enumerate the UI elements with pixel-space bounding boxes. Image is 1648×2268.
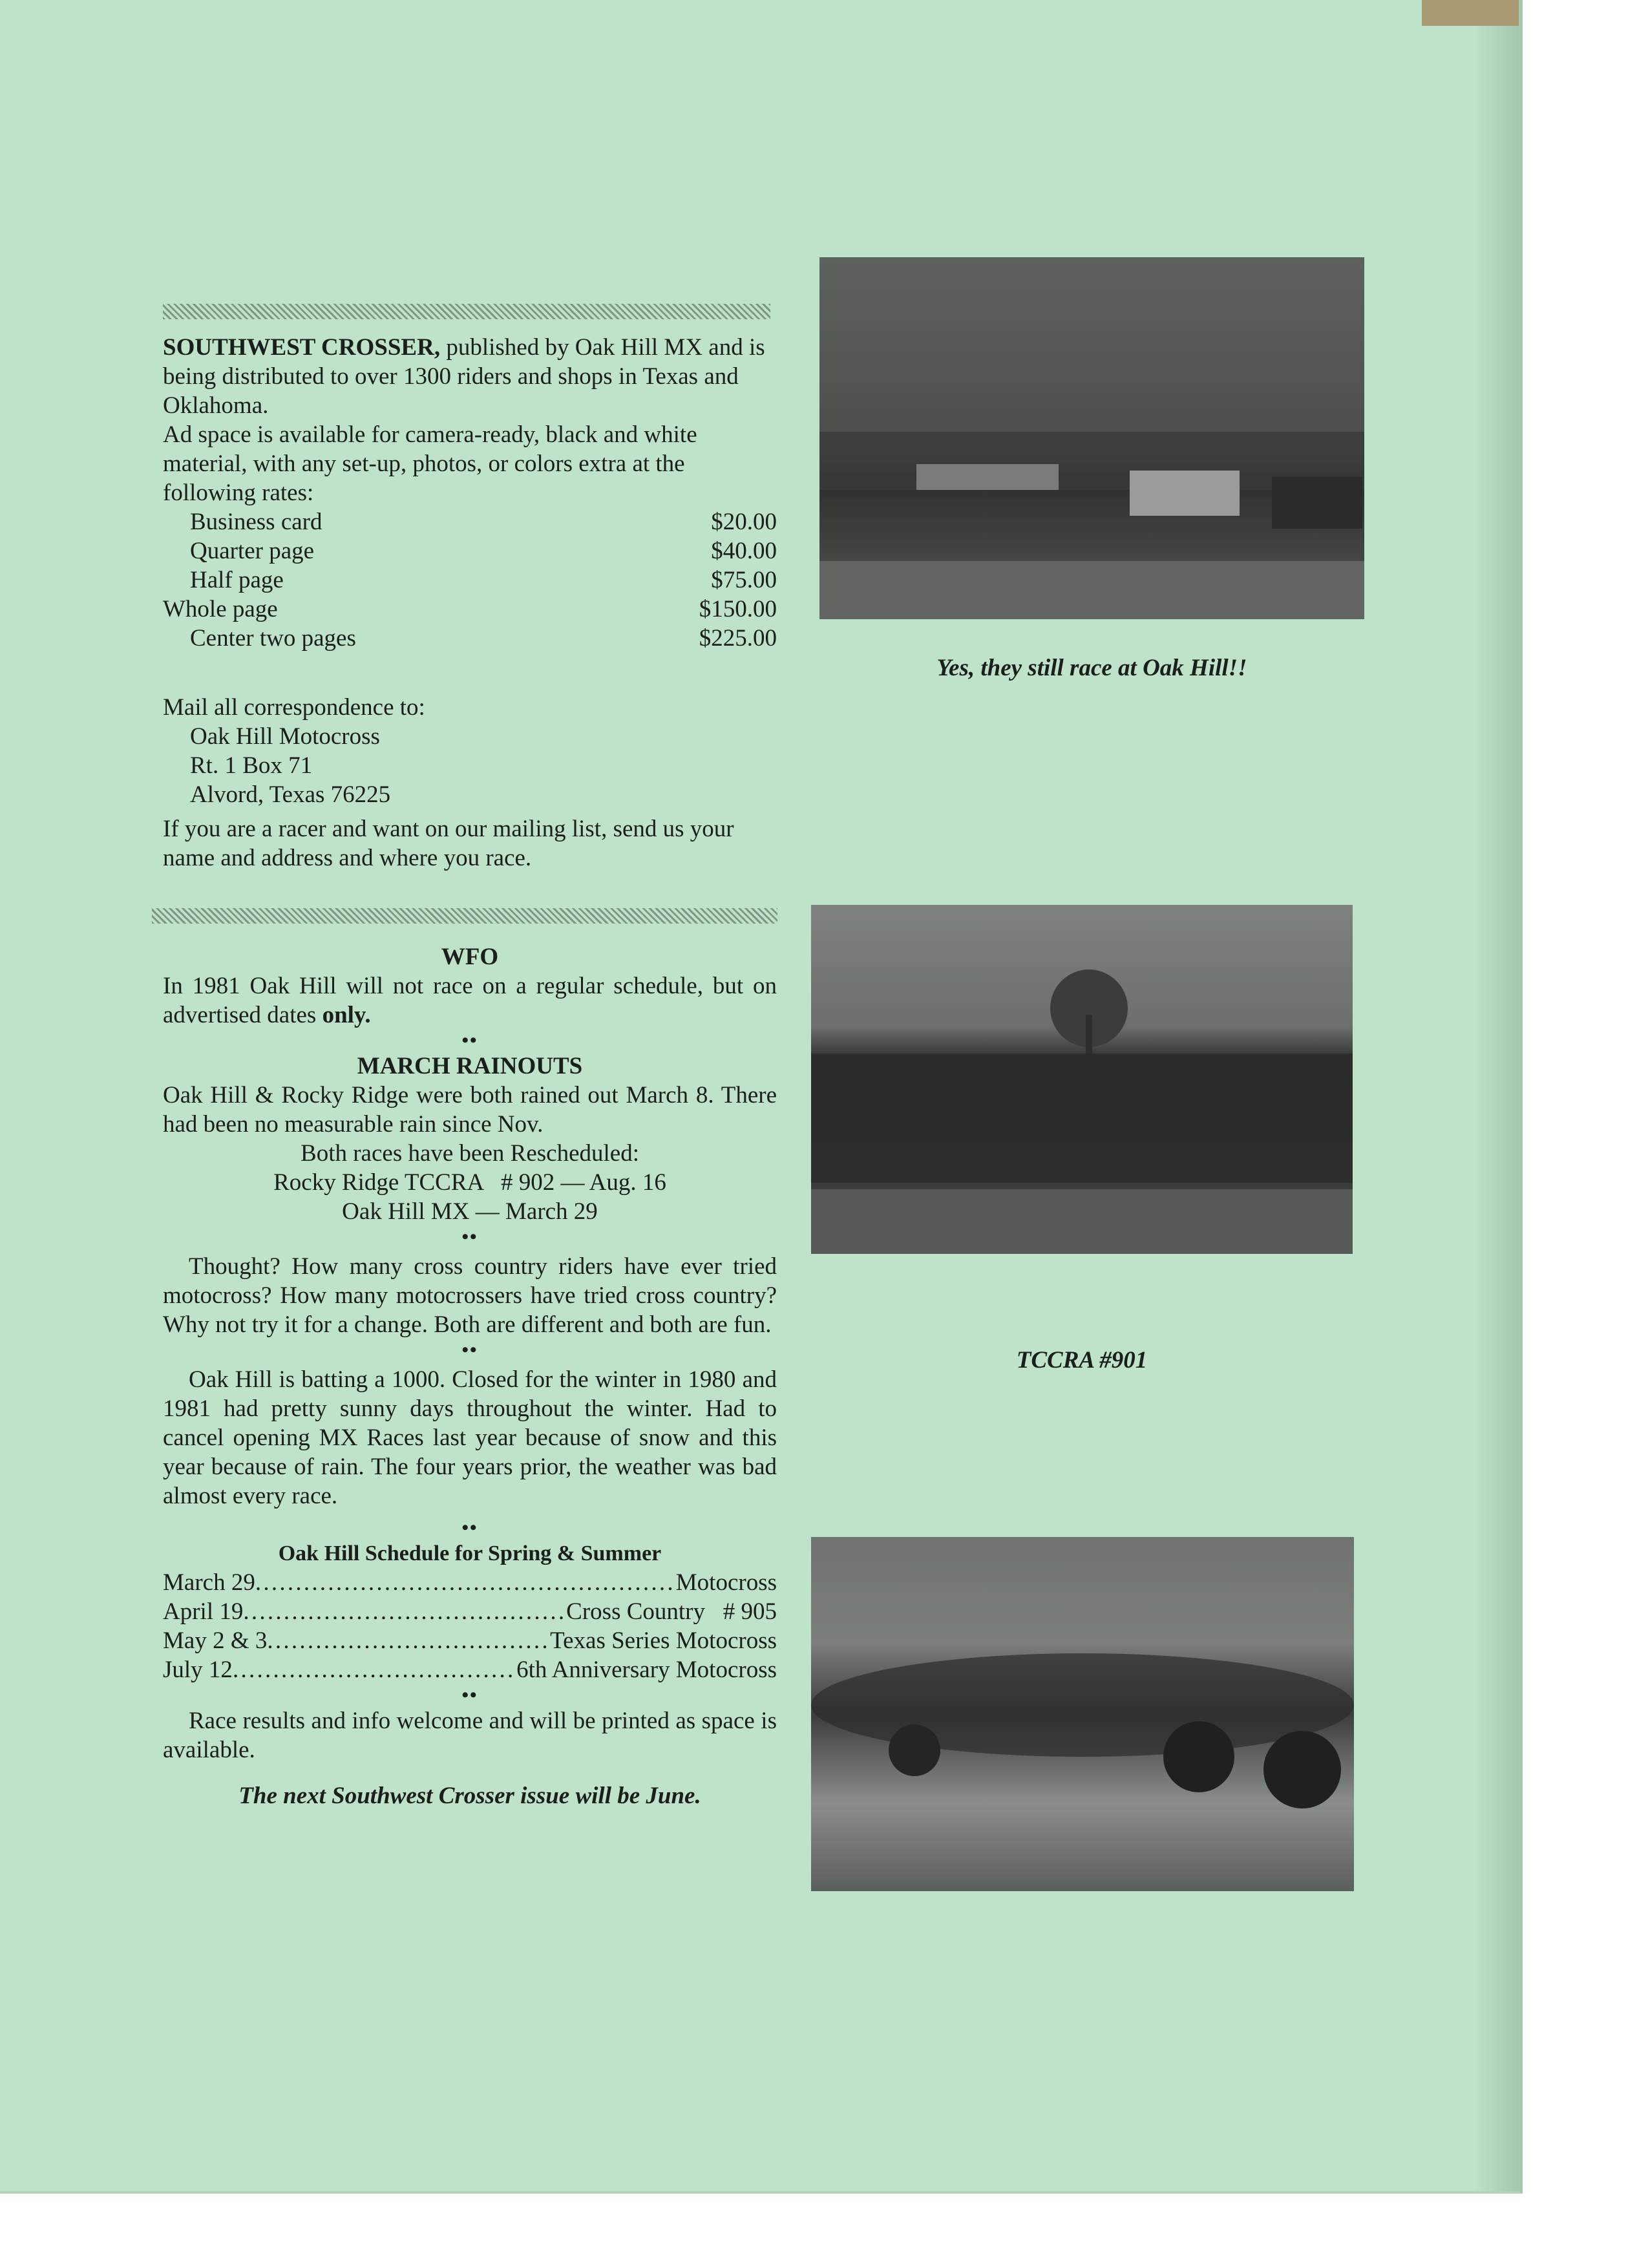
- schedule-event: Cross Country # 905: [566, 1598, 777, 1625]
- wfo-text-emphasis: only.: [322, 1002, 371, 1028]
- schedule-event: Motocross: [675, 1569, 777, 1596]
- rate-item: Center two pages: [190, 625, 356, 652]
- wfo-text-main: In 1981 Oak Hill will not race on a regular schedule, but on advertised dates: [163, 973, 777, 1028]
- publication-name: SOUTHWEST CROSSER,: [163, 334, 441, 361]
- mailing-list-note: If you are a racer and want on our mailing list, send us your name and address and where you race.: [163, 816, 734, 871]
- bullet-separator: ••: [461, 1339, 478, 1361]
- photo-caption: Yes, they still race at Oak Hill!!: [936, 655, 1247, 681]
- rate-price: $225.00: [699, 625, 777, 652]
- rate-row: [163, 566, 777, 595]
- address-line: Oak Hill Motocross: [190, 723, 380, 750]
- news-column: [163, 942, 777, 1810]
- hatched-divider: [163, 304, 770, 319]
- starting-line-photo: [811, 905, 1353, 1254]
- ad-intro: Ad space is available for camera-ready, black and white material, with any set-up, photos, or colors extra at the following rates:: [163, 421, 697, 506]
- rate-price: $40.00: [711, 538, 777, 564]
- schedule-date: April 19: [163, 1598, 244, 1625]
- schedule-heading: Oak Hill Schedule for Spring & Summer: [278, 1542, 662, 1565]
- mail-label: Mail all correspondence to:: [163, 694, 425, 721]
- rate-row: [163, 595, 777, 624]
- rate-price: $150.00: [699, 596, 777, 622]
- photo-caption: TCCRA #901: [1016, 1347, 1148, 1373]
- mailing-address: [163, 722, 777, 809]
- page-fold-shadow: [1474, 0, 1519, 2191]
- address-line: Alvord, Texas 76225: [190, 781, 391, 808]
- rate-price: $20.00: [711, 509, 777, 535]
- publication-info: [163, 333, 777, 873]
- schedule-row: [163, 1597, 777, 1626]
- schedule-row: [163, 1568, 777, 1597]
- wfo-text: [163, 971, 777, 1030]
- schedule-date: July 12: [163, 1657, 233, 1683]
- rate-item: Quarter page: [190, 538, 315, 564]
- rescheduled-race: Oak Hill MX — March 29: [342, 1198, 598, 1225]
- race-pits-photo: [819, 257, 1364, 619]
- rate-price: $75.00: [711, 567, 777, 593]
- cover-edge: [1422, 0, 1519, 26]
- rate-item: Whole page: [163, 596, 278, 622]
- bullet-separator: ••: [461, 1226, 478, 1247]
- next-issue-note: The next Southwest Crosser issue will be June.: [238, 1783, 701, 1809]
- rainouts-heading: MARCH RAINOUTS: [357, 1053, 583, 1079]
- schedule-date: March 29: [163, 1569, 255, 1596]
- address-line: Rt. 1 Box 71: [190, 752, 313, 779]
- rate-item: Business card: [190, 509, 322, 535]
- intro-text: published by Oak Hill MX and is being distributed to over 1300 riders and shops in Texas and Oklahoma.: [163, 334, 765, 419]
- schedule-row: [163, 1626, 777, 1655]
- wfo-heading: WFO: [441, 944, 499, 970]
- rate-item: Half page: [190, 567, 284, 593]
- rescheduled-label: Both races have been Rescheduled:: [301, 1140, 639, 1167]
- schedule-row: [163, 1655, 777, 1684]
- results-note: Race results and info welcome and will be printed as space is available.: [163, 1708, 777, 1763]
- rate-row: [163, 507, 777, 536]
- race-pits-photo-image: [819, 257, 1364, 619]
- hatched-divider: [152, 908, 777, 924]
- batting-paragraph: Oak Hill is batting a 1000. Closed for the winter in 1980 and 1981 had pretty sunny days throughout the winter. Had to cancel opening MX Races last year because of snow and this year because of rain. The four years prior, the weather was bad almost every race.: [163, 1366, 777, 1509]
- bullet-separator: ••: [461, 1030, 478, 1051]
- race-start-photo-image: [811, 1537, 1354, 1891]
- schedule-event: Texas Series Motocross: [550, 1627, 777, 1654]
- rescheduled-race: Rocky Ridge TCCRA # 902 — Aug. 16: [273, 1169, 666, 1196]
- starting-line-photo-image: [811, 905, 1353, 1254]
- schedule-event: 6th Anniversary Motocross: [516, 1657, 777, 1683]
- intro-paragraph: [163, 333, 777, 420]
- rainouts-text: Oak Hill & Rocky Ridge were both rained out March 8. There had been no measurable rain since Nov.: [163, 1082, 777, 1138]
- bullet-separator: ••: [461, 1517, 478, 1538]
- race-start-photo: [811, 1537, 1354, 1891]
- rate-row: [163, 624, 777, 653]
- rate-row: [163, 536, 777, 566]
- schedule-date: May 2 & 3: [163, 1627, 268, 1654]
- thought-paragraph: Thought? How many cross country riders have ever tried motocross? How many motocrossers have tried cross country? Why not try it for a change. Both are different and both are fun.: [163, 1253, 777, 1338]
- bullet-separator: ••: [461, 1684, 478, 1706]
